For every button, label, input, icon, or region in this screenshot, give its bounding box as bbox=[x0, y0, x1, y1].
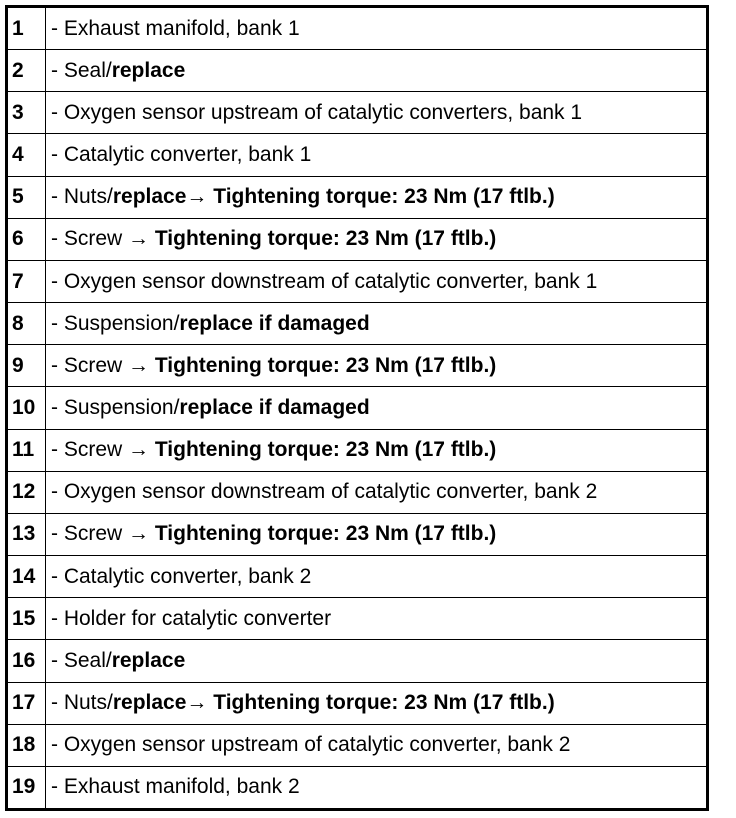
table-row bbox=[8, 471, 706, 513]
description-emphasis: replace bbox=[112, 691, 187, 715]
description-text: - Screw → bbox=[51, 438, 155, 462]
description-emphasis: Tightening torque: 23 Nm (17 ftlb.) bbox=[154, 522, 497, 546]
item-description bbox=[46, 261, 706, 302]
item-description bbox=[46, 472, 706, 513]
item-description bbox=[46, 514, 706, 555]
table-row bbox=[8, 639, 706, 681]
description-text: - Nuts/ bbox=[51, 691, 113, 715]
item-description bbox=[46, 50, 706, 91]
description-text: - Nuts/ bbox=[51, 185, 113, 209]
item-number: 10 bbox=[8, 387, 46, 428]
item-number: 7 bbox=[8, 261, 46, 302]
item-description bbox=[46, 556, 706, 597]
item-description bbox=[46, 134, 706, 175]
description-text: - Exhaust manifold, bank 1 bbox=[51, 16, 300, 40]
item-description bbox=[46, 640, 706, 681]
parts-legend-table bbox=[5, 5, 709, 811]
table-row bbox=[8, 555, 706, 597]
item-number: 9 bbox=[8, 345, 46, 386]
item-number: 12 bbox=[8, 472, 46, 513]
item-description bbox=[46, 683, 706, 724]
item-description bbox=[46, 219, 706, 260]
item-number: 6 bbox=[8, 219, 46, 260]
description-text: - Holder for catalytic converter bbox=[51, 606, 332, 630]
item-number: 8 bbox=[8, 303, 46, 344]
description-text: → bbox=[186, 185, 214, 209]
item-description bbox=[46, 177, 706, 218]
item-description bbox=[46, 92, 706, 133]
table-row bbox=[8, 597, 706, 639]
description-text: - Exhaust manifold, bank 2 bbox=[51, 775, 300, 799]
item-number: 18 bbox=[8, 725, 46, 766]
description-emphasis: Tightening torque: 23 Nm (17 ftlb.) bbox=[154, 353, 497, 377]
item-number: 19 bbox=[8, 767, 46, 808]
table-row bbox=[8, 176, 706, 218]
description-text: - Oxygen sensor upstream of catalytic converters, bank 1 bbox=[51, 100, 583, 124]
item-number: 13 bbox=[8, 514, 46, 555]
table-row bbox=[8, 724, 706, 766]
description-text: - Suspension/ bbox=[51, 395, 180, 419]
description-text: - Oxygen sensor upstream of catalytic converter, bank 2 bbox=[51, 733, 571, 757]
table-row bbox=[8, 513, 706, 555]
description-text: - Screw → bbox=[51, 227, 155, 251]
table-row bbox=[8, 429, 706, 471]
table-row bbox=[8, 49, 706, 91]
item-number: 4 bbox=[8, 134, 46, 175]
item-description bbox=[46, 725, 706, 766]
item-description bbox=[46, 387, 706, 428]
description-emphasis: replace bbox=[112, 185, 187, 209]
item-description bbox=[46, 303, 706, 344]
description-text: - Oxygen sensor downstream of catalytic converter, bank 1 bbox=[51, 269, 598, 293]
item-description bbox=[46, 345, 706, 386]
item-number: 3 bbox=[8, 92, 46, 133]
description-emphasis: Tightening torque: 23 Nm (17 ftlb.) bbox=[154, 227, 497, 251]
table-row bbox=[8, 218, 706, 260]
table-row bbox=[8, 8, 706, 49]
description-emphasis: replace bbox=[111, 648, 186, 672]
item-number: 14 bbox=[8, 556, 46, 597]
description-emphasis: replace bbox=[111, 58, 186, 82]
item-description bbox=[46, 8, 706, 49]
table-row bbox=[8, 91, 706, 133]
description-text: - Screw → bbox=[51, 522, 155, 546]
description-text: - Seal/ bbox=[51, 58, 112, 82]
item-number: 17 bbox=[8, 683, 46, 724]
description-text: - Seal/ bbox=[51, 648, 112, 672]
item-number: 15 bbox=[8, 598, 46, 639]
description-text: → bbox=[186, 691, 214, 715]
description-text: - Screw → bbox=[51, 353, 155, 377]
table-row bbox=[8, 260, 706, 302]
item-number: 11 bbox=[8, 430, 46, 471]
item-description bbox=[46, 430, 706, 471]
description-text: - Oxygen sensor downstream of catalytic converter, bank 2 bbox=[51, 480, 598, 504]
table-row bbox=[8, 682, 706, 724]
item-number: 5 bbox=[8, 177, 46, 218]
item-description bbox=[46, 598, 706, 639]
description-emphasis: Tightening torque: 23 Nm (17 ftlb.) bbox=[213, 185, 555, 209]
item-number: 1 bbox=[8, 8, 46, 49]
description-emphasis: replace if damaged bbox=[179, 311, 370, 335]
table-row bbox=[8, 302, 706, 344]
item-number: 16 bbox=[8, 640, 46, 681]
item-description bbox=[46, 767, 706, 808]
table-row bbox=[8, 386, 706, 428]
table-row bbox=[8, 766, 706, 808]
description-emphasis: replace if damaged bbox=[179, 395, 370, 419]
description-text: - Catalytic converter, bank 1 bbox=[51, 143, 312, 167]
description-emphasis: Tightening torque: 23 Nm (17 ftlb.) bbox=[154, 438, 497, 462]
description-text: - Suspension/ bbox=[51, 311, 180, 335]
table-row bbox=[8, 344, 706, 386]
description-text: - Catalytic converter, bank 2 bbox=[51, 564, 312, 588]
description-emphasis: Tightening torque: 23 Nm (17 ftlb.) bbox=[213, 691, 555, 715]
item-number: 2 bbox=[8, 50, 46, 91]
table-row bbox=[8, 133, 706, 175]
